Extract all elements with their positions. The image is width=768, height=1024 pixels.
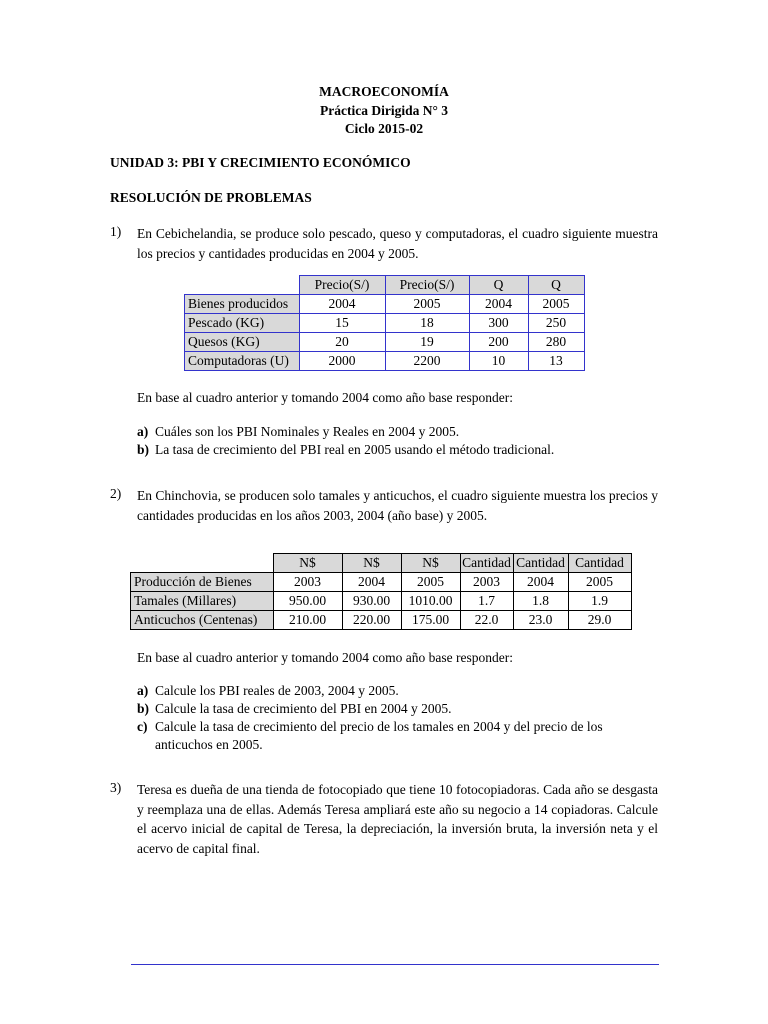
problem-3-number: 3) bbox=[110, 780, 122, 795]
table-cell: 19 bbox=[385, 333, 469, 352]
table-cell: 2005 bbox=[568, 573, 631, 592]
problem-1-item-b bbox=[137, 441, 658, 459]
table-cell: 220.00 bbox=[342, 611, 401, 630]
table-cell: N$ bbox=[342, 554, 401, 573]
problem-2-table bbox=[130, 553, 632, 630]
item-text: Calcule la tasa de crecimiento del PBI en 2004 y 2005. bbox=[155, 701, 452, 716]
table-cell: 175.00 bbox=[401, 611, 460, 630]
problem-2-number: 2) bbox=[110, 486, 122, 501]
problem-3-text: Teresa es dueña de una tienda de fotocopiado que tiene 10 fotocopiadoras. Cada año se desgasta y reemplaza una de ellas. Además Teresa ampliará este año su negocio a 14 copiadoras. Calcule el acervo inicial de capital de Teresa, la depreciación, la inversión bruta, la inversión neta y el acervo de capital final. bbox=[137, 782, 658, 856]
table-cell: 2005 bbox=[528, 295, 584, 314]
table-cell: Computadoras (U) bbox=[185, 352, 300, 371]
table-cell: Q bbox=[469, 276, 528, 295]
problem-2-item-b bbox=[137, 700, 658, 718]
table-cell: 20 bbox=[299, 333, 385, 352]
item-label: a) bbox=[137, 683, 149, 698]
table-row bbox=[131, 611, 632, 630]
table-cell: 280 bbox=[528, 333, 584, 352]
table-row bbox=[131, 573, 632, 592]
table-cell: 22.0 bbox=[460, 611, 513, 630]
unit-title: UNIDAD 3: PBI Y CRECIMIENTO ECONÓMICO bbox=[110, 155, 411, 170]
table-row bbox=[185, 314, 585, 333]
table-cell: 1.9 bbox=[568, 592, 631, 611]
document-cycle: Ciclo 2015-02 bbox=[344, 121, 424, 136]
table-cell: Anticuchos (Centenas) bbox=[131, 611, 274, 630]
table-cell: 2004 bbox=[469, 295, 528, 314]
table-cell: 10 bbox=[469, 352, 528, 371]
item-text: Calcule los PBI reales de 2003, 2004 y 2005. bbox=[155, 683, 399, 698]
item-text: Cuáles son los PBI Nominales y Reales en 2004 y 2005. bbox=[155, 424, 460, 439]
table-row bbox=[131, 592, 632, 611]
table-cell: 2000 bbox=[299, 352, 385, 371]
table-row bbox=[185, 333, 585, 352]
table-row bbox=[185, 352, 585, 371]
table-cell: 23.0 bbox=[513, 611, 568, 630]
table-cell: 1.8 bbox=[513, 592, 568, 611]
item-text: La tasa de crecimiento del PBI real en 2005 usando el método tradicional. bbox=[155, 442, 555, 457]
table-header-row bbox=[185, 276, 585, 295]
document-title: MACROECONOMÍA bbox=[319, 84, 449, 99]
table-cell: Producción de Bienes bbox=[131, 573, 274, 592]
table-cell: 200 bbox=[469, 333, 528, 352]
table-cell: Tamales (Millares) bbox=[131, 592, 274, 611]
table-cell: Precio(S/) bbox=[299, 276, 385, 295]
problem-2-intro: En base al cuadro anterior y tomando 2004 como año base responder: bbox=[137, 650, 514, 665]
table-cell: 18 bbox=[385, 314, 469, 333]
table-cell: 300 bbox=[469, 314, 528, 333]
footer-divider bbox=[131, 964, 659, 965]
item-label: c) bbox=[137, 719, 148, 734]
table-cell: Cantidad bbox=[460, 554, 513, 573]
table-cell: Pescado (KG) bbox=[185, 314, 300, 333]
table-cell: 250 bbox=[528, 314, 584, 333]
table-cell: 210.00 bbox=[273, 611, 342, 630]
problem-2-item-c bbox=[137, 718, 658, 754]
table-cell: Cantidad bbox=[513, 554, 568, 573]
table-cell: Quesos (KG) bbox=[185, 333, 300, 352]
table-cell: Bienes producidos bbox=[185, 295, 300, 314]
table-cell: 2004 bbox=[513, 573, 568, 592]
table-cell: Cantidad bbox=[568, 554, 631, 573]
problem-2-item-a bbox=[137, 682, 658, 700]
table-cell: N$ bbox=[273, 554, 342, 573]
table-cell: 2004 bbox=[342, 573, 401, 592]
table-cell bbox=[185, 276, 300, 295]
table-cell: N$ bbox=[401, 554, 460, 573]
item-label: b) bbox=[137, 701, 150, 716]
problem-1-intro: En base al cuadro anterior y tomando 2004 como año base responder: bbox=[137, 390, 514, 405]
item-label: b) bbox=[137, 442, 150, 457]
item-text: Calcule la tasa de crecimiento del precio de los tamales en 2004 y del precio de los anticuchos en 2005. bbox=[155, 719, 603, 752]
table-cell: 950.00 bbox=[273, 592, 342, 611]
table-cell bbox=[131, 554, 274, 573]
table-cell: 2003 bbox=[460, 573, 513, 592]
table-cell: 2004 bbox=[299, 295, 385, 314]
table-cell: 2003 bbox=[273, 573, 342, 592]
table-cell: Q bbox=[528, 276, 584, 295]
table-cell: 2200 bbox=[385, 352, 469, 371]
problem-1-item-a bbox=[137, 423, 658, 441]
table-cell: 1.7 bbox=[460, 592, 513, 611]
problem-1-number: 1) bbox=[110, 224, 122, 239]
table-cell: 29.0 bbox=[568, 611, 631, 630]
item-label: a) bbox=[137, 424, 149, 439]
table-row bbox=[185, 295, 585, 314]
document-subtitle: Práctica Dirigida N° 3 bbox=[320, 103, 448, 118]
table-cell: Precio(S/) bbox=[385, 276, 469, 295]
table-cell: 13 bbox=[528, 352, 584, 371]
problem-1-table bbox=[184, 275, 585, 371]
section-title: RESOLUCIÓN DE PROBLEMAS bbox=[110, 190, 312, 205]
problem-2-text: En Chinchovia, se producen solo tamales y anticuchos, el cuadro siguiente muestra los precios y cantidades producidas en los años 2003, 2004 (año base) y 2005. bbox=[137, 488, 658, 523]
table-cell: 2005 bbox=[385, 295, 469, 314]
problem-1-text: En Cebichelandia, se produce solo pescado, queso y computadoras, el cuadro siguiente muestra los precios y cantidades producidas en 2004 y 2005. bbox=[137, 226, 658, 261]
table-cell: 15 bbox=[299, 314, 385, 333]
table-cell: 930.00 bbox=[342, 592, 401, 611]
table-header-row bbox=[131, 554, 632, 573]
table-cell: 1010.00 bbox=[401, 592, 460, 611]
table-cell: 2005 bbox=[401, 573, 460, 592]
